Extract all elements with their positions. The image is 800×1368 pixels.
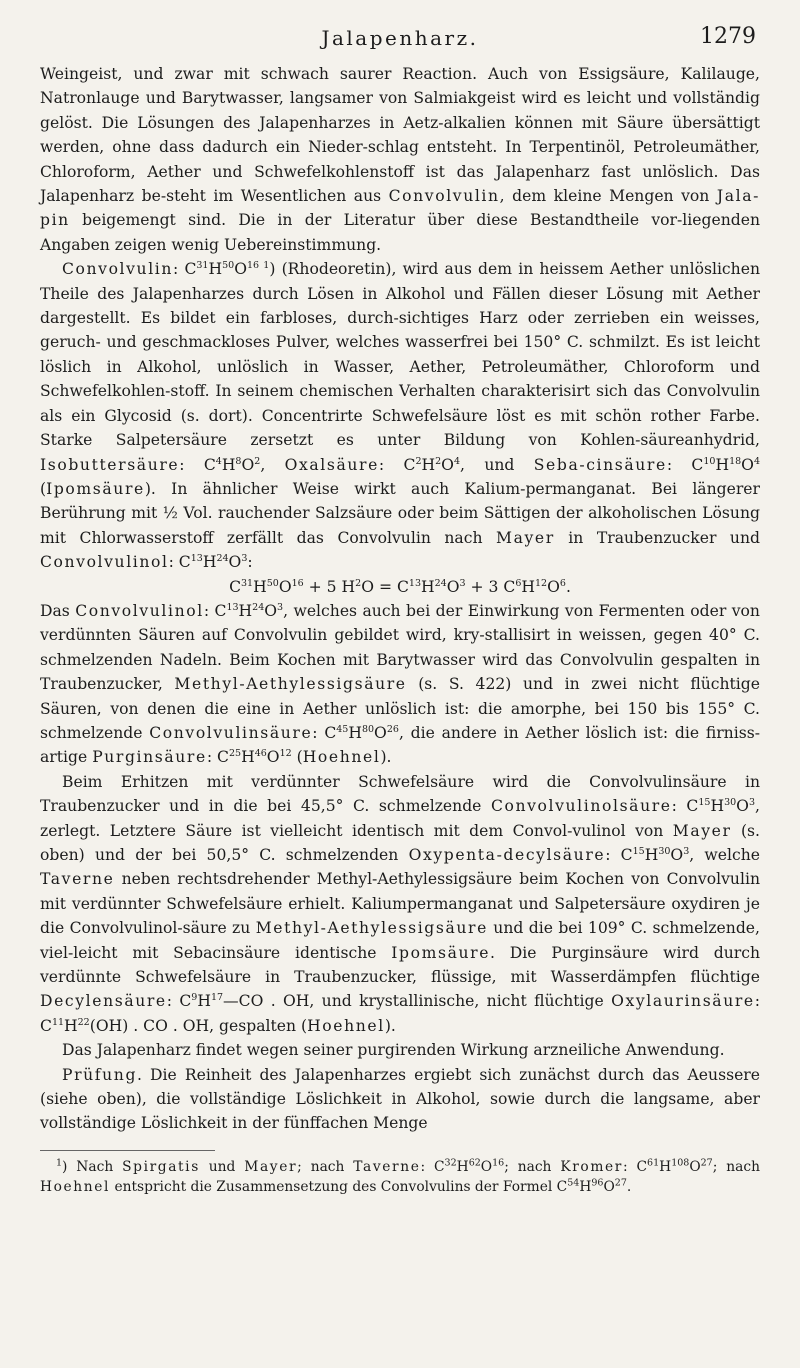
text-run: : C bbox=[166, 992, 192, 1011]
text-run: + 5 H bbox=[303, 577, 356, 596]
text-run: ) (Rhodeoretin), wird aus dem in heissem Aether unlöslichen Theile des Jalapenharzes durch Lösen in Alkohol und Fällen dieser Lösung mit Aether dargestellt. Es bildet ein farbloses, durch-sichtiges Harz oder zerrieben ein weisses, geruch- und geschmackloses Pulver, welches wasserfrei bei 150° C. schmilzt. Es ist leicht löslich in Alkohol, unlöslich in Wasser, Aether, Petroleumäther, Chloroform und Schwefelkohlen-stoff. In seinem chemischen Verhalten charakterisirt sich das Convolvulin als ein Glycosid (s. dort). Concentrirte Schwefelsäure löst es mit schön rother Farbe. Starke Salpetersäure zersetzt es unter Bildung von Kohlen-säureanhydrid, bbox=[40, 260, 760, 450]
spaced-term: Taverne bbox=[40, 870, 115, 889]
text-run: H bbox=[221, 455, 236, 474]
text-run: + 3 C bbox=[465, 577, 516, 596]
superscript: 11 bbox=[51, 1016, 65, 1028]
text-run: O = C bbox=[361, 577, 409, 596]
text-run: O bbox=[547, 577, 560, 596]
superscript: 25 bbox=[228, 748, 242, 760]
text-run: (OH) . CO . OH, gespalten ( bbox=[89, 1016, 308, 1035]
spaced-term: Kromer bbox=[560, 1158, 623, 1175]
text-run: H bbox=[197, 992, 211, 1011]
text-run: . bbox=[626, 1179, 632, 1196]
superscript: 12 bbox=[279, 748, 292, 760]
superscript: 2 bbox=[415, 455, 422, 467]
superscript: 16 bbox=[492, 1157, 505, 1169]
text-run: . bbox=[565, 577, 571, 596]
text-run: : C bbox=[173, 260, 197, 279]
text-run: O bbox=[441, 455, 454, 474]
superscript: 31 bbox=[241, 577, 254, 589]
paragraph bbox=[40, 257, 760, 574]
superscript: 6 bbox=[515, 577, 522, 589]
spaced-term: Mayer bbox=[672, 821, 732, 840]
superscript: 45 bbox=[336, 723, 349, 735]
body-text bbox=[40, 62, 760, 1136]
text-run: : C bbox=[206, 748, 229, 767]
text-run: Das Jalapenharz findet wegen seiner purgirenden Wirkung arzneiliche Anwendung. bbox=[62, 1041, 725, 1060]
spaced-term: Prüfung bbox=[62, 1065, 138, 1084]
text-run: , die andere in Aether löslich ist: die firniss-artige bbox=[40, 723, 760, 767]
text-run: in Traubenzucker und bbox=[554, 528, 760, 547]
text-run: : C bbox=[420, 1158, 445, 1175]
spaced-term: Jala-pin bbox=[40, 187, 760, 230]
text-run: H bbox=[644, 846, 659, 864]
text-run: ). In ähnlicher Weise wirkt auch Kalium-permanganat. Bei längerer Berührung mit ½ Vol. rauchender Salzsäure oder beim Sättigen der alkoholischen Lösung mit Chlorwasserstoff zerfällt das Convolvulin nach bbox=[40, 479, 760, 547]
spaced-term: Convolvulin bbox=[388, 187, 500, 206]
paragraph bbox=[40, 62, 760, 257]
superscript: 26 bbox=[386, 723, 399, 735]
formula-line bbox=[40, 575, 760, 599]
spaced-term: Convolvulin bbox=[62, 260, 174, 279]
superscript: 27 bbox=[700, 1157, 713, 1169]
superscript: 1 bbox=[56, 1157, 63, 1169]
superscript: 32 bbox=[444, 1157, 457, 1169]
text-run: O bbox=[278, 577, 292, 596]
text-run: H bbox=[64, 1016, 78, 1035]
text-run: , welche bbox=[689, 846, 760, 864]
paragraph bbox=[40, 599, 760, 770]
text-run: : C bbox=[168, 553, 191, 572]
text-run: : bbox=[247, 553, 253, 572]
superscript: 9 bbox=[191, 992, 198, 1004]
spaced-term: Ipomsäure bbox=[391, 943, 491, 962]
text-run: H bbox=[715, 455, 730, 474]
superscript: 3 bbox=[459, 577, 466, 589]
text-run: : C bbox=[203, 601, 227, 620]
superscript: 17 bbox=[210, 992, 224, 1004]
superscript: 12 bbox=[535, 577, 548, 589]
text-run: Beim Erhitzen mit verdünnter Schwefelsäure wird die Convolvulinsäure in Traubenzucker und in die bei 45,5° C. schmelzende bbox=[40, 772, 760, 816]
text-run: : C bbox=[671, 797, 699, 816]
superscript: 16 1 bbox=[246, 260, 270, 272]
superscript: 2 bbox=[435, 455, 442, 467]
spaced-term: Isobuttersäure bbox=[40, 455, 180, 474]
text-run: O bbox=[741, 455, 754, 474]
spaced-term: Convolvulinolsäure bbox=[490, 797, 672, 816]
text-run: Das bbox=[40, 601, 76, 620]
text-run: . Die Reinheit des Jalapenharzes ergiebt sich zunächst durch das Aeussere (siehe oben), die vollständige Löslichkeit in Alkohol, sowie durch die langsame, aber vollständige Löslichkeit in der fünffachen Menge bbox=[40, 1065, 760, 1133]
footnote bbox=[40, 1157, 760, 1198]
page-number: 1279 bbox=[700, 24, 756, 49]
superscript: 50 bbox=[222, 260, 235, 272]
superscript: 24 bbox=[434, 577, 447, 589]
superscript: 50 bbox=[266, 577, 279, 589]
text-run: : C bbox=[622, 1158, 648, 1175]
superscript: 22 bbox=[77, 1016, 90, 1028]
text-run: —CO . OH, und krystallinische, nicht flüchtige bbox=[223, 992, 612, 1011]
superscript: 3 bbox=[277, 601, 284, 613]
text-run: O bbox=[689, 1158, 701, 1175]
spaced-term: Convolvulinol bbox=[40, 553, 169, 572]
spaced-term: Oxalsäure bbox=[284, 455, 379, 474]
text-run: , welches auch bei der Einwirkung von Fermenten oder von verdünnten Säuren auf Convolvulin gebildet wird, kry-stallisirt in weissen, gegen 40° C. schmelzenden Nadeln. Beim Kochen mit Barytwasser wird das Convolvulin gespalten in Traubenzucker, bbox=[40, 601, 760, 694]
spaced-term: Convolvulinol bbox=[75, 601, 204, 620]
spaced-term: Mayer bbox=[496, 528, 555, 547]
text-run: ) Nach bbox=[62, 1158, 123, 1175]
superscript: 62 bbox=[468, 1157, 481, 1169]
superscript: 10 bbox=[703, 455, 716, 467]
text-run: H bbox=[579, 1179, 592, 1196]
text-run: H bbox=[456, 1158, 469, 1175]
paragraph bbox=[40, 1063, 760, 1136]
text-run: , dem kleine Mengen von bbox=[499, 187, 717, 206]
text-run: H bbox=[253, 577, 267, 596]
superscript: 27 bbox=[614, 1177, 627, 1189]
spaced-term: Methyl-Aethylessigsäure bbox=[255, 919, 488, 938]
spaced-term: Ipomsäure bbox=[46, 479, 145, 498]
text-run: O bbox=[480, 1158, 493, 1175]
text-run: H bbox=[241, 748, 255, 767]
superscript: 15 bbox=[698, 797, 711, 808]
text-run: . Die Purginsäure wird durch verdünnte Schwefelsäure in Traubenzucker, flüssige, mit Wasserdämpfen flüchtige bbox=[40, 943, 760, 987]
text-run: beigemengt sind. Die in der Literatur über diese Bestandtheile vor-liegenden Angaben zeigen wenig Uebereinstimmung. bbox=[40, 211, 760, 254]
superscript: 30 bbox=[724, 797, 737, 808]
superscript: 15 bbox=[632, 845, 645, 857]
text-run: H bbox=[521, 577, 536, 596]
paragraph bbox=[40, 1038, 760, 1062]
text-run: , zerlegt. Letztere Säure ist vielleicht identisch mit dem Convol-vulinol von bbox=[40, 797, 760, 840]
text-run: ). bbox=[384, 1016, 396, 1035]
spaced-term: Taverne bbox=[353, 1158, 421, 1175]
superscript: 3 bbox=[683, 845, 690, 857]
running-title: Jalapenharz. bbox=[321, 26, 479, 50]
text-run: ( bbox=[291, 748, 303, 767]
text-run: ; nach bbox=[712, 1158, 760, 1175]
text-run: O bbox=[228, 553, 242, 572]
text-run: neben rechtsdrehender Methyl-Aethylessigsäure beim Kochen von Convolvulin mit verdünnter Schwefelsäure erhielt. Kaliumpermanganat und Salpetersäure oxydiren je die Convolvulinol-säure zu bbox=[40, 870, 760, 938]
text-run: ( bbox=[40, 479, 47, 498]
text-run: ; nach bbox=[297, 1158, 354, 1175]
text-run: , und bbox=[460, 455, 534, 474]
text-run: O bbox=[446, 577, 460, 596]
superscript: 8 bbox=[235, 455, 242, 467]
footnotes bbox=[40, 1151, 760, 1198]
text-run: , bbox=[260, 455, 285, 474]
superscript: 24 bbox=[216, 552, 229, 564]
text-run: und die bei 109° C. schmelzende, viel-leicht mit Sebacinsäure identische bbox=[40, 919, 760, 962]
text-run: (s. oben) und der bei 50,5° C. schmelzenden bbox=[40, 821, 761, 864]
page-header bbox=[40, 22, 760, 62]
superscript: 108 bbox=[671, 1157, 690, 1169]
superscript: 16 bbox=[291, 577, 304, 589]
superscript: 4 bbox=[215, 455, 222, 467]
text-run: H bbox=[710, 797, 725, 816]
text-run: H bbox=[348, 723, 362, 742]
text-run: H bbox=[659, 1158, 672, 1175]
superscript: 4 bbox=[753, 455, 760, 467]
spaced-term: Methyl-Aethylessigsäure bbox=[174, 675, 407, 694]
text-run: entspricht die Zusammensetzung des Convolvulins der Formel C bbox=[110, 1179, 568, 1196]
text-run: O bbox=[603, 1179, 615, 1196]
superscript: 6 bbox=[559, 577, 566, 589]
text-run: H bbox=[208, 260, 223, 279]
text-run: Weingeist, und zwar mit schwach saurer Reaction. Auch von Essigsäure, Kalilauge, Natronlauge und Barytwasser, langsamer von Salmiakgeist wird es leicht und vollständig gelöst. Die Lösungen des Jalapenharzes in Aetz-alkalien können mit Säure übersättigt werden, ohne dass dadurch ein Nieder-schlag entsteht. In Terpentinöl, Petroleumäther, Chloroform, Aether und Schwefelkohlenstoff ist das Jalapenharz fast unlöslich. Das Jalapenharz be-steht im Wesentlichen aus bbox=[40, 65, 760, 206]
text-run: O bbox=[266, 748, 280, 767]
spaced-term: Oxypenta-decylsäure bbox=[408, 846, 606, 864]
text-run: : C bbox=[666, 455, 704, 474]
text-run: : C bbox=[312, 723, 337, 742]
spaced-term: Hoehnel bbox=[40, 1179, 111, 1196]
spaced-term: Seba-cinsäure bbox=[533, 455, 667, 474]
superscript: 4 bbox=[453, 455, 461, 467]
text-run: ; nach bbox=[504, 1158, 561, 1175]
spaced-term: Oxylaurinsäure bbox=[611, 992, 755, 1011]
superscript: 46 bbox=[254, 748, 267, 760]
superscript: 80 bbox=[361, 723, 375, 735]
spaced-term: Mayer bbox=[244, 1158, 298, 1175]
spaced-term: Spirgatis bbox=[122, 1158, 200, 1175]
superscript: 13 bbox=[408, 577, 422, 589]
superscript: 61 bbox=[647, 1157, 660, 1169]
text-run: H bbox=[202, 553, 217, 572]
text-run: (s. S. 422) und in zwei nicht flüchtige Säuren, von denen die eine in Aether unlöslich ist: die amorphe, bei 150 bis 155° C. schmelzende bbox=[40, 675, 760, 742]
text-run: O bbox=[670, 846, 684, 864]
text-run: : C bbox=[179, 455, 216, 474]
spaced-term: Hoehnel bbox=[307, 1016, 385, 1035]
text-run: : C bbox=[40, 992, 760, 1035]
spaced-term: Purginsäure bbox=[92, 748, 207, 767]
superscript: 18 bbox=[729, 455, 742, 467]
text-run: H bbox=[421, 455, 436, 474]
superscript: 2 bbox=[355, 577, 362, 589]
superscript: 3 bbox=[748, 797, 756, 808]
text-run: : C bbox=[605, 846, 633, 864]
superscript: 2 bbox=[254, 455, 261, 467]
spaced-term: Hoehnel bbox=[302, 748, 381, 767]
superscript: 24 bbox=[252, 601, 265, 613]
spaced-term: Convolvulinsäure bbox=[149, 723, 313, 742]
paragraph bbox=[40, 770, 760, 1038]
text-run: ). bbox=[380, 748, 392, 767]
text-run: : C bbox=[378, 455, 416, 474]
text-run: O bbox=[374, 723, 387, 742]
text-run: O bbox=[234, 260, 247, 279]
text-run: O bbox=[241, 455, 255, 474]
text-run: O bbox=[736, 797, 749, 816]
superscript: 13 bbox=[190, 552, 203, 564]
superscript: 54 bbox=[567, 1177, 580, 1189]
text-run: H bbox=[421, 577, 435, 596]
superscript: 30 bbox=[658, 845, 671, 857]
text-run: und bbox=[199, 1158, 245, 1175]
superscript: 96 bbox=[591, 1177, 604, 1189]
superscript: 3 bbox=[241, 552, 248, 564]
text-run: H bbox=[238, 601, 253, 620]
superscript: 31 bbox=[196, 260, 209, 272]
spaced-term: Decylensäure bbox=[40, 992, 167, 1011]
text-run: O bbox=[264, 601, 278, 620]
superscript: 13 bbox=[226, 601, 239, 613]
text-run: C bbox=[229, 577, 242, 596]
